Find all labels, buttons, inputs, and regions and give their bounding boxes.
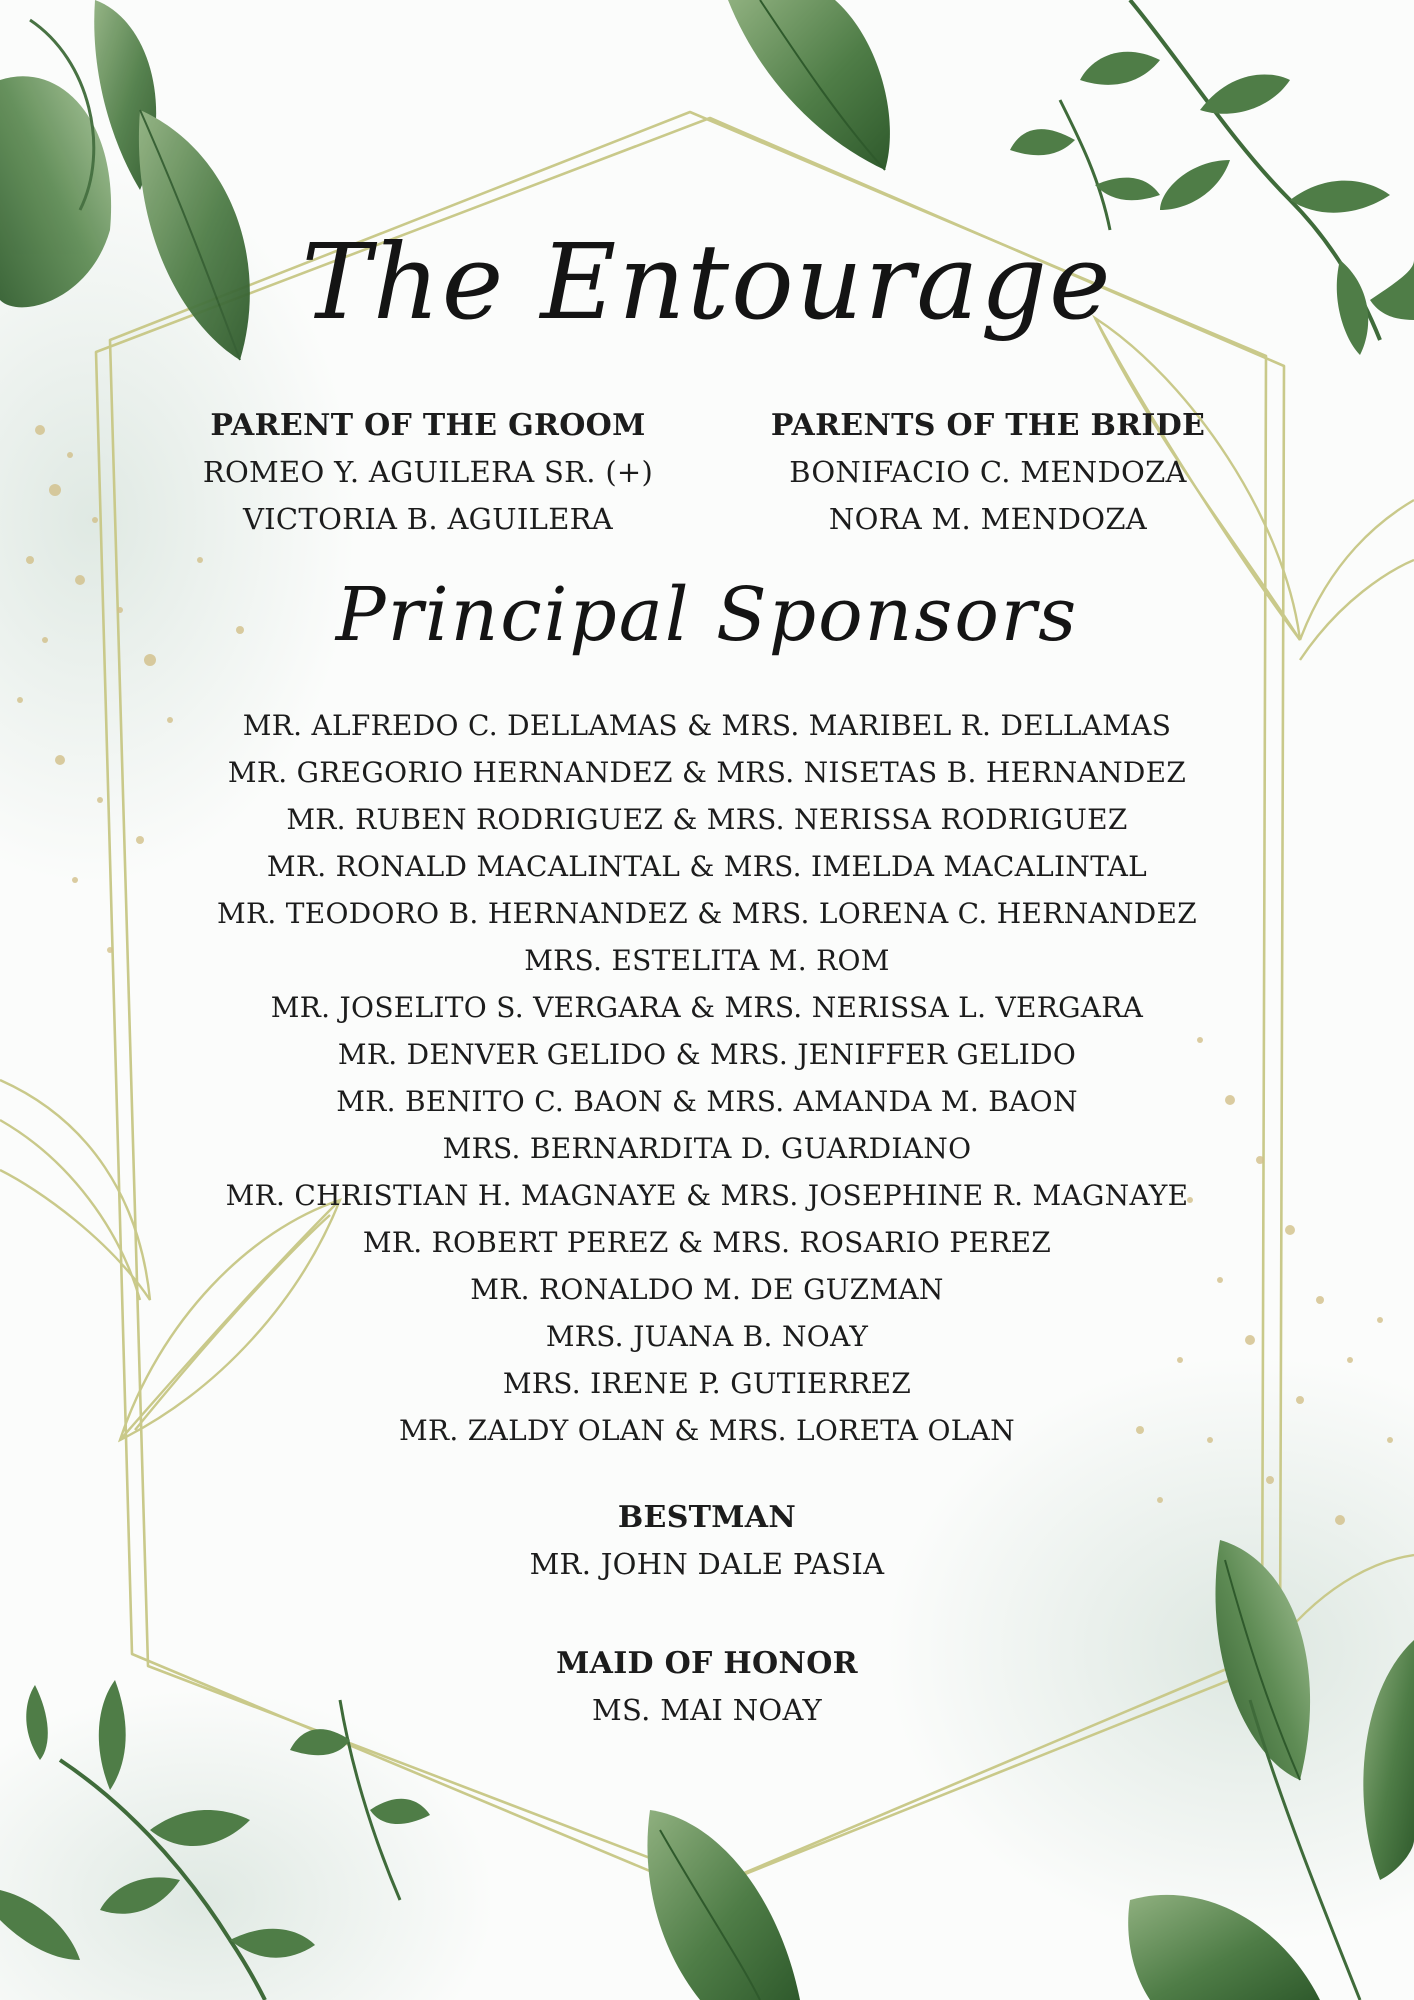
sponsors-title: Principal Sponsors	[335, 572, 1079, 658]
bestman-name: MR. JOHN DALE PASIA	[529, 1547, 885, 1581]
sponsor-entry: MR. GREGORIO HERNANDEZ & MRS. NISETAS B. HERNANDEZ	[227, 756, 1187, 789]
groom-parent-name: VICTORIA B. AGUILERA	[242, 502, 614, 536]
sponsor-entry: MR. DENVER GELIDO & MRS. JENIFFER GELIDO	[337, 1038, 1077, 1071]
sponsor-entry: MR. CHRISTIAN H. MAGNAYE & MRS. JOSEPHINE R. MAGNAYE	[225, 1179, 1189, 1212]
sponsor-entry: MR. RONALD MACALINTAL & MRS. IMELDA MACALINTAL	[266, 850, 1148, 883]
bride-parent-name: BONIFACIO C. MENDOZA	[789, 455, 1187, 489]
sponsor-entry: MR. ZALDY OLAN & MRS. LORETA OLAN	[399, 1414, 1015, 1447]
sponsor-entry: MRS. ESTELITA M. ROM	[524, 944, 890, 977]
watercolor-leaf-icon	[647, 1810, 800, 2000]
bestman-heading: BESTMAN	[617, 1500, 797, 1535]
sponsor-entry: MR. ALFREDO C. DELLAMAS & MRS. MARIBEL R. DELLAMAS	[242, 709, 1172, 742]
bestman-section	[307, 1494, 1107, 1588]
sponsor-entry: MR. JOSELITO S. VERGARA & MRS. NERISSA L. VERGARA	[270, 991, 1144, 1024]
watercolor-leaf-icon	[728, 0, 890, 170]
sponsor-entry: MR. RONALDO M. DE GUZMAN	[470, 1273, 944, 1306]
sponsor-entry: MRS. JUANA B. NOAY	[545, 1320, 869, 1353]
maid-of-honor-heading: MAID OF HONOR	[556, 1646, 858, 1681]
page-title: The Entourage	[301, 221, 1113, 343]
bride-parents-heading: PARENTS OF THE BRIDE	[770, 408, 1206, 443]
sponsor-entry: MR. ROBERT PEREZ & MRS. ROSARIO PEREZ	[362, 1226, 1052, 1259]
sponsor-entry: MR. RUBEN RODRIGUEZ & MRS. NERISSA RODRIGUEZ	[286, 803, 1128, 836]
bride-parents-section	[728, 402, 1248, 543]
sponsor-entry: MRS. BERNARDITA D. GUARDIANO	[442, 1132, 972, 1165]
groom-parents-section	[168, 402, 688, 543]
sponsor-entry: MR. TEODORO B. HERNANDEZ & MRS. LORENA C. HERNANDEZ	[216, 897, 1198, 930]
principal-sponsors-list	[157, 702, 1257, 1454]
bride-parent-name: NORA M. MENDOZA	[828, 502, 1148, 536]
groom-parents-heading: PARENT OF THE GROOM	[210, 408, 646, 443]
watercolor-leaf-icon	[1128, 1540, 1414, 2000]
groom-parent-name: ROMEO Y. AGUILERA SR. (+)	[202, 455, 654, 489]
maid-of-honor-section	[307, 1640, 1107, 1734]
maid-of-honor-name: MS. MAI NOAY	[592, 1693, 822, 1727]
sponsor-entry: MRS. IRENE P. GUTIERREZ	[502, 1367, 912, 1400]
sponsor-entry: MR. BENITO C. BAON & MRS. AMANDA M. BAON	[336, 1085, 1078, 1118]
